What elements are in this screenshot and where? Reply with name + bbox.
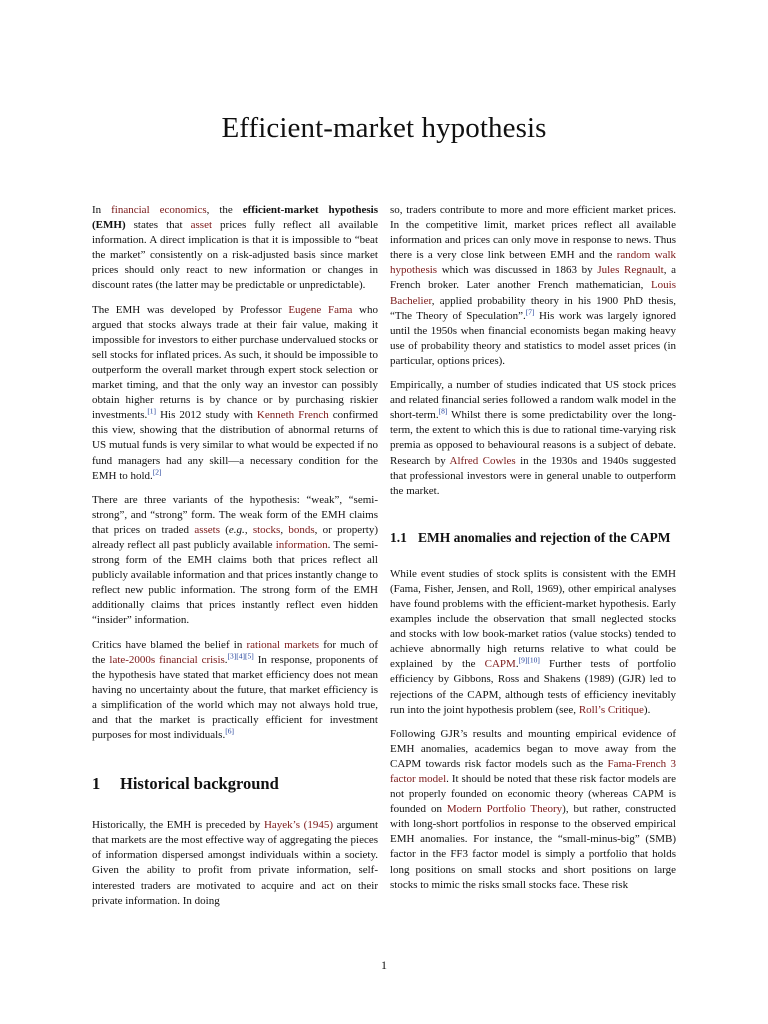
citation-link[interactable]: [3][4][5] <box>227 650 254 660</box>
citation-link[interactable]: [6] <box>225 726 234 736</box>
link-kenneth-french[interactable]: Kenneth French <box>256 409 329 422</box>
text: In <box>92 204 112 216</box>
subsection-number: 1.1 <box>390 529 407 545</box>
subsection-heading-emh-anomalies <box>390 529 676 547</box>
section-title: Historical background <box>120 774 279 794</box>
text: Whilst there is some predictability over the long-term, the extent to which this is due to rational time-varying risk premia as opposed to behavioural reasons is a subject of debate. Research by <box>390 409 676 467</box>
link-information[interactable]: information <box>275 538 328 551</box>
section-heading-historical-background <box>92 774 378 794</box>
paragraph-critics <box>92 638 378 744</box>
link-random-walk-hypothesis[interactable]: random walk hypothesis <box>390 249 677 277</box>
link-assets[interactable]: assets <box>194 523 220 536</box>
link-jules-regnault[interactable]: Jules Regnault <box>597 264 664 277</box>
text: who argued that stocks always trade at their fair value, making it impossible for investors to either purchase undervalued stocks or sell stocks for inflated prices. As such, it should be impossible to outperform the overall market through expert stock selection or market timing, and that the only way an investor can possibly obtain higher returns is by chance or by purchasing riskier investments. <box>92 303 378 422</box>
paragraph-anomalies <box>390 567 676 718</box>
text: , applied probability theory in his 1900 PhD thesis, “The Theory of Speculation”. <box>390 294 676 322</box>
text: . It should be noted that these risk factor models are not properly founded on economic theory (whereas CAPM is founded on <box>390 773 676 816</box>
text: which was discussed in 1863 by <box>437 264 598 277</box>
text: The EMH was developed by Professor <box>92 303 289 316</box>
text: ). <box>643 703 651 716</box>
text: prices fully reflect all available information. A direct implication is that it is impossible to “beat the market” consistently on a risk-adjusted basis since market prices should only react to new information or changes in discount rates (the latter may be predictable or unpredictable). <box>92 219 378 292</box>
text: Further tests of portfolio efficiency by Gibbons, Ross and Shakens (1989) (GJR) led to rejections of the CAPM, although tests of efficiency inevitably run into the joint hypothesis problem (see, <box>390 658 676 716</box>
link-asset[interactable]: asset <box>190 219 213 232</box>
text: His work was largely ignored until the 1950s when financial economists began making heavy use of probability theory and statistics to model asset prices (in particular, options prices). <box>390 309 677 367</box>
left-column <box>92 203 378 918</box>
text: argument that markets are the most effective way of aggregating the pieces of information dispersed amongst individuals within a society. Given the ability to profit from private information, self-interested traders are motivated to acquire and act on their private information. In doing <box>92 819 378 907</box>
text: His 2012 study with <box>156 409 257 422</box>
text: confirmed this view, showing that the distribution of abnormal returns of US mutual funds is very similar to what would be expected if no fund managers had any skill—a necessary condition for the EMH to hold. <box>92 409 378 482</box>
text: Following GJR’s results and mounting empirical evidence of EMH anomalies, academics began to move away from the CAPM towards risk factor models such as the <box>390 727 676 770</box>
text: , or property) already reflect all past publicly available <box>92 523 378 551</box>
text: In response, proponents of the hypothesis have stated that market efficiency does not mean having no uncertainty about the future, that market efficiency is a simplification of the world which may not always hold true, and that the market is practically efficient for investment purposes for most individuals. <box>92 653 378 742</box>
right-column <box>390 203 676 918</box>
link-rolls-critique[interactable]: Roll’s Critique <box>578 703 644 716</box>
text: Empirically, a number of studies indicated that US stock prices and related financial series followed a random walk model in the short-term. <box>390 379 676 422</box>
italic-eg: e.g. <box>228 523 245 536</box>
paragraph-history <box>92 818 378 909</box>
paragraph-empirical <box>390 378 676 499</box>
two-column-body <box>92 203 676 918</box>
section-number: 1 <box>92 774 101 794</box>
text: Critics have blamed the belief in <box>92 638 247 651</box>
text: states that <box>125 219 191 232</box>
citation-link[interactable]: [2] <box>152 466 162 476</box>
paragraph-random-walk <box>390 203 676 369</box>
link-fama-french-model[interactable]: Fama-French 3 factor model <box>390 757 676 785</box>
paragraph-intro <box>92 203 378 294</box>
link-modern-portfolio-theory[interactable]: Modern Portfolio Theory <box>446 803 563 816</box>
link-bonds[interactable]: bonds <box>288 523 315 536</box>
text: There are three variants of the hypothesis: “weak”, “semi-strong”, and “strong” form. The weak form of the EMH claims that prices on traded <box>92 493 378 536</box>
link-eugene-fama[interactable]: Eugene Fama <box>288 303 353 316</box>
link-stocks[interactable]: stocks <box>252 523 281 536</box>
text: , <box>244 523 253 536</box>
text: . <box>224 653 228 666</box>
citation-link[interactable]: [1] <box>147 406 157 416</box>
link-alfred-cowles[interactable]: Alfred Cowles <box>449 454 516 467</box>
text: so, traders contribute to more and more efficient market prices. In the competitive limit, market prices reflect all available information and prices can only move in response to news. Thus there is a very close link between EMH and the <box>390 204 676 262</box>
bold-term-emh: efficient-market hypothesis (EMH) <box>92 204 378 232</box>
paragraph-risk-factors <box>390 727 676 893</box>
page-number: 1 <box>381 958 387 972</box>
text: While event studies of stock splits is consistent with the EMH (Fama, Fisher, Jensen, and Roll, 1969), other empirical analyses have found problems with the efficient-market hypothesis. Early examples include the observation that small neglected stocks and stocks with low book-market ratios (value stocks) tended to achieve abnormally high returns relative to what could be explained by the <box>390 567 676 671</box>
text: for much of the <box>92 638 378 666</box>
text: ), but rather, constructed with long-short portfolios in response to the observed empirical EMH anomalies. For instance, the “small-minus-big” (SMB) factor in the FF3 factor model is simply a portfolio that holds long positions on small stocks and short positions on large stocks to mimic the risks small stocks face. These risk <box>390 803 676 891</box>
citation-link[interactable]: [9][10] <box>518 655 540 665</box>
paragraph-variants <box>92 493 378 629</box>
text: . <box>515 658 519 671</box>
text: , the <box>206 204 243 216</box>
paragraph-fama <box>92 303 378 484</box>
citation-link[interactable]: [8] <box>438 406 448 416</box>
text: , a French broker. Later another French mathematician, <box>390 264 677 292</box>
citation-link[interactable]: [7] <box>525 307 535 316</box>
text: in the 1930s and 1940s suggested that professional investors were in general unable to outperform the market. <box>390 454 677 497</box>
link-rational-markets[interactable]: rational markets <box>246 638 320 651</box>
link-louis-bachelier[interactable]: Louis Bachelier <box>390 279 676 307</box>
text: , <box>280 523 289 536</box>
link-capm[interactable]: CAPM <box>484 658 516 671</box>
link-financial-economics[interactable]: financial economics <box>111 204 207 216</box>
text: . The semi-strong form of the EMH claims both that prices reflect all publicly available information and that prices instantly change to reflect new public information. The strong form of the EMH additionally claims that prices instantly reflect even hidden “insider” information. <box>92 538 378 627</box>
text: ( <box>219 523 229 536</box>
page-title: Efficient-market hypothesis <box>221 112 547 144</box>
link-financial-crisis[interactable]: late-2000s financial crisis <box>109 653 225 666</box>
link-hayek[interactable]: Hayek’s (1945) <box>263 819 333 832</box>
text: Historically, the EMH is preceded by <box>92 819 264 832</box>
subsection-title: EMH anomalies and rejection of the CAPM <box>418 529 671 545</box>
